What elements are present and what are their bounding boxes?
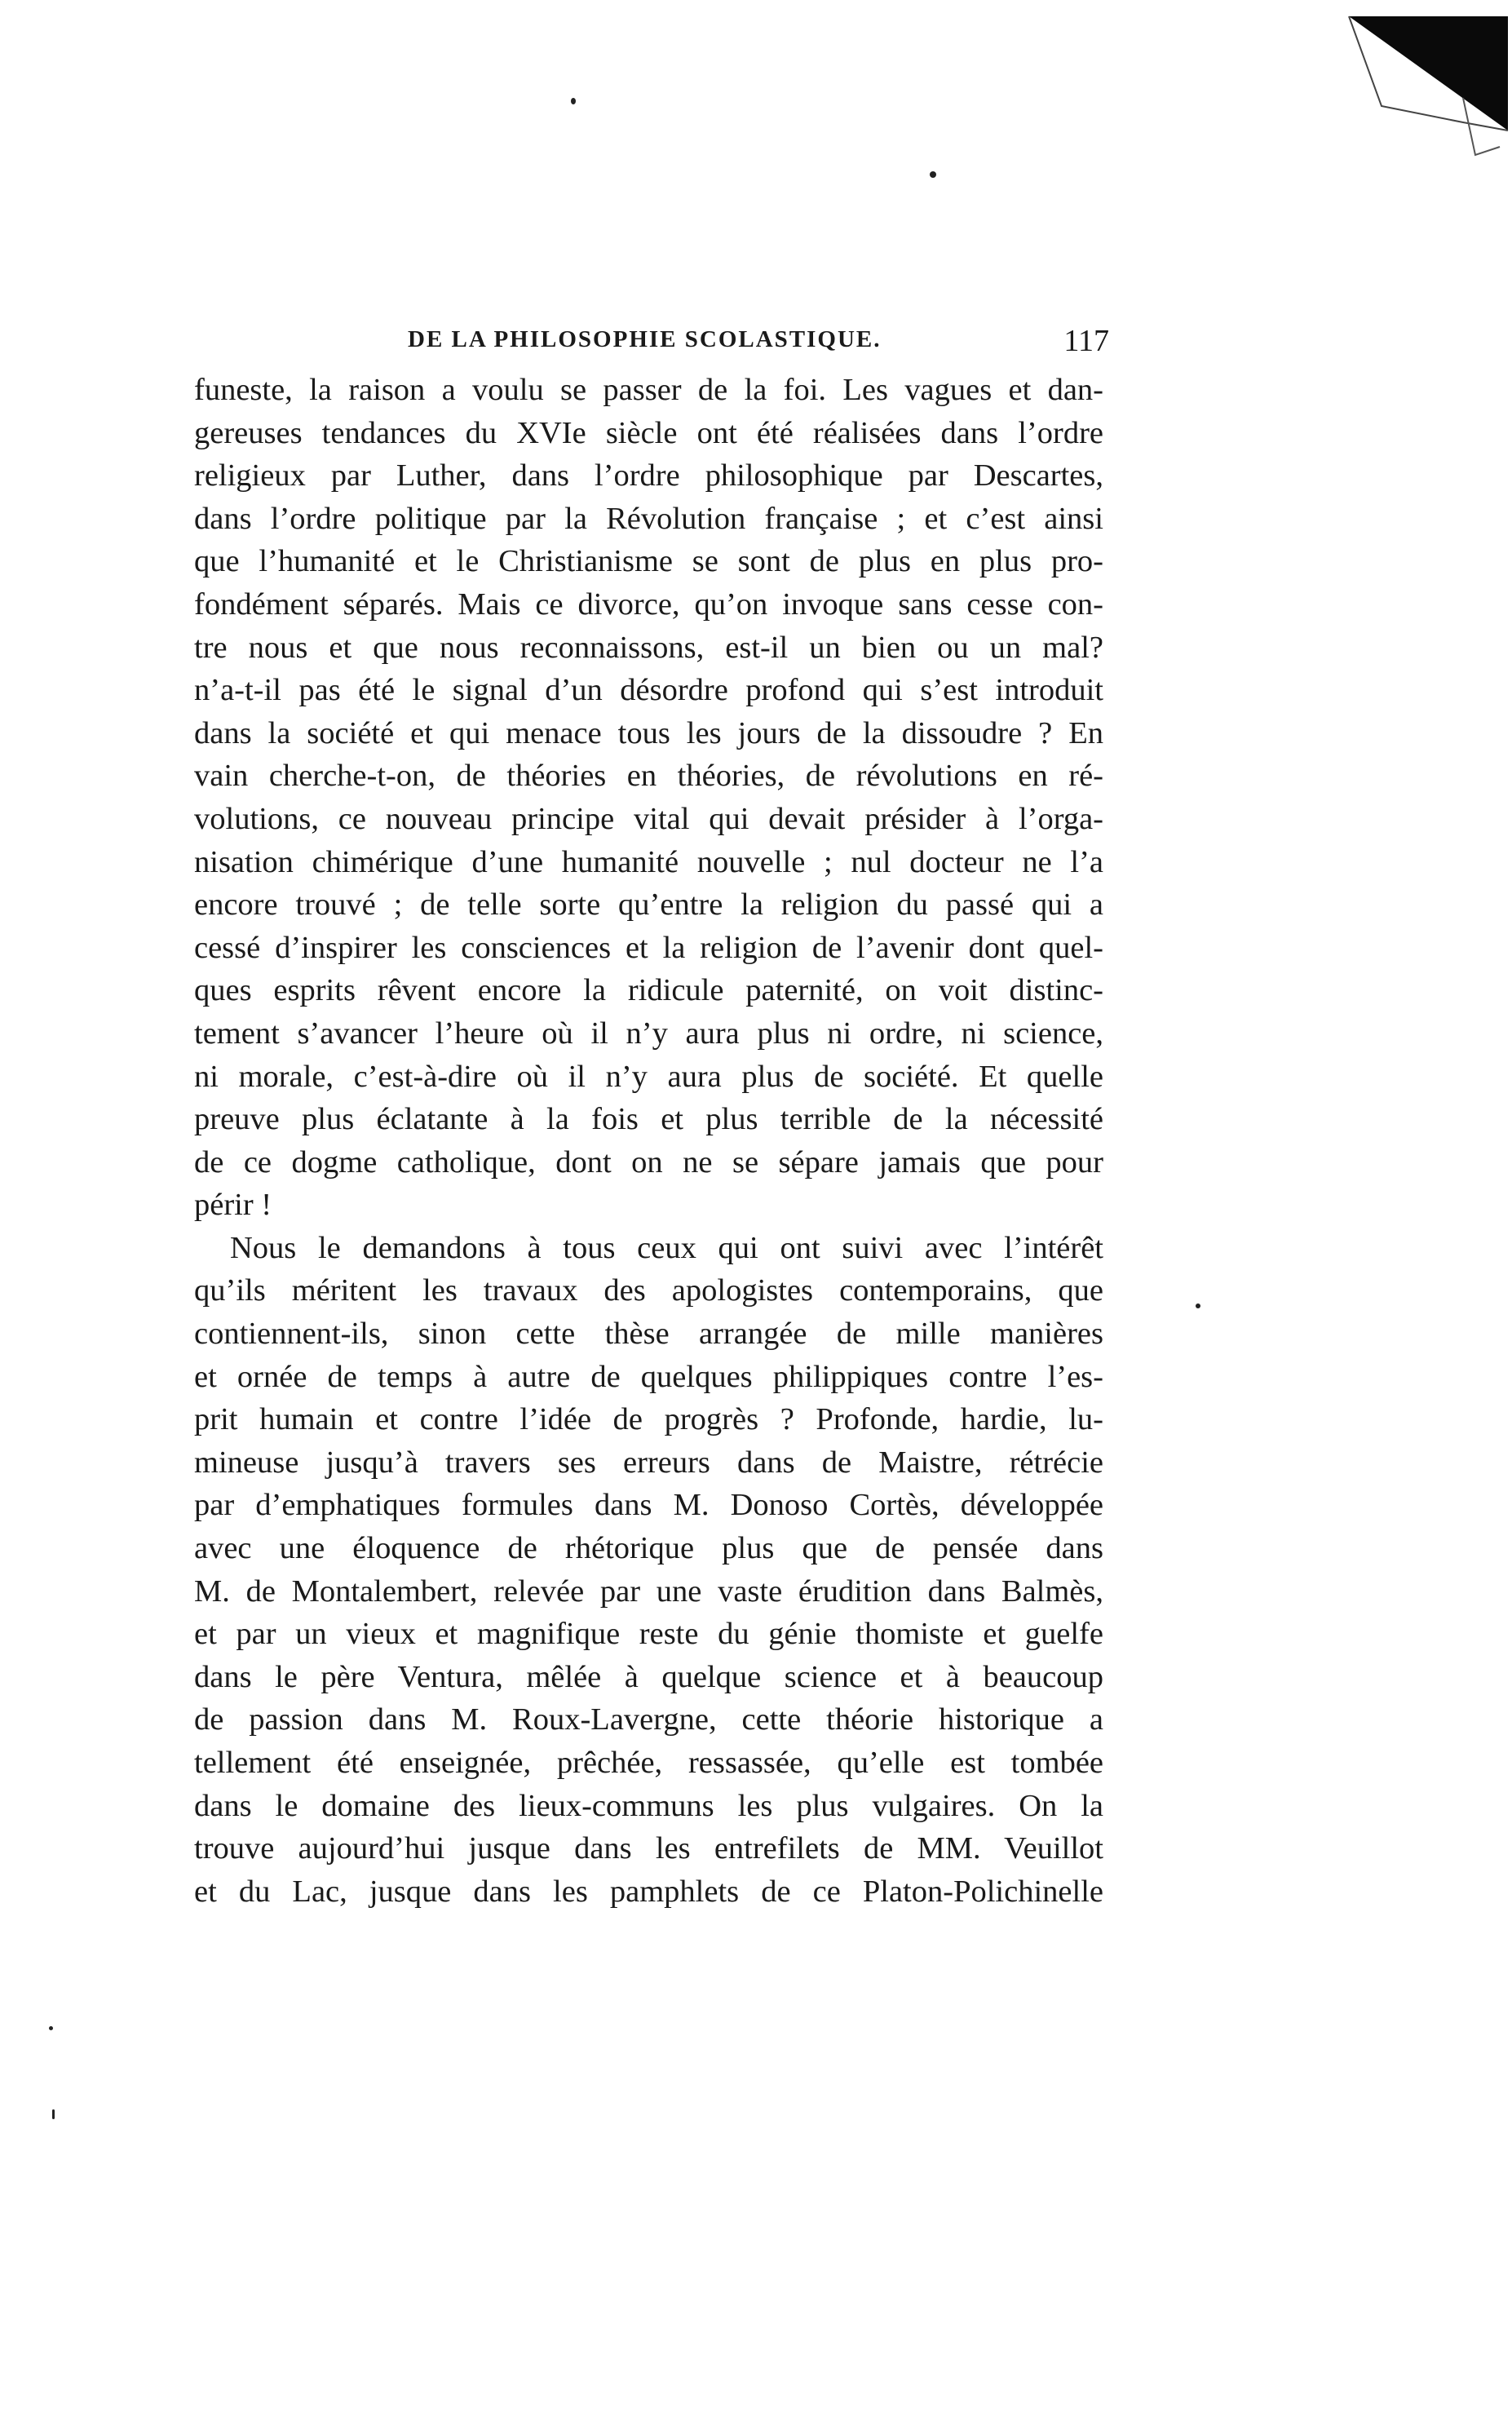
ink-speck xyxy=(571,98,576,104)
text-line: avec une éloquence de rhétorique plus que de pensée dans xyxy=(194,1531,1103,1566)
text-line: périr ! xyxy=(194,1188,272,1223)
text-line: qu’ils méritent les travaux des apologistes contemporains, que xyxy=(194,1273,1103,1308)
text-line: n’a-t-il pas été le signal d’un désordre profond qui s’est introduit xyxy=(194,673,1103,708)
running-title: DE LA PHILOSOPHIE SCOLASTIQUE. xyxy=(408,326,882,352)
text-line: gereuses tendances du XVIe siècle ont été réalisées dans l’ordre xyxy=(194,415,1103,450)
ink-speck xyxy=(49,2026,53,2030)
text-line: preuve plus éclatante à la fois et plus terrible de la nécessité xyxy=(194,1102,1103,1137)
text-line: de ce dogme catholique, dont on ne se sépare jamais que pour xyxy=(194,1144,1103,1180)
text-line: contiennent-ils, sinon cette thèse arrangée de mille manières xyxy=(194,1317,1103,1352)
ink-speck xyxy=(1196,1303,1200,1308)
text-line: religieux par Luther, dans l’ordre philosophique par Descartes, xyxy=(194,458,1103,493)
text-line: de passion dans M. Roux-Lavergne, cette théorie historique a xyxy=(194,1702,1103,1737)
text-line: et par un vieux et magnifique reste du génie thomiste et guelfe xyxy=(194,1617,1103,1652)
text-line: mineuse jusqu’à travers ses erreurs dans de Maistre, rétrécie xyxy=(194,1445,1103,1480)
text-line: fondément séparés. Mais ce divorce, qu’on invoque sans cesse con- xyxy=(194,586,1103,622)
ink-speck xyxy=(930,171,936,178)
text-line: dans le domaine des lieux-communs les plus vulgaires. On la xyxy=(194,1788,1103,1823)
text-line: trouve aujourd’hui jusque dans les entrefilets de MM. Veuillot xyxy=(194,1831,1103,1866)
text-line: que l’humanité et le Christianisme se sont de plus en plus pro- xyxy=(194,544,1103,579)
text-line: et ornée de temps à autre de quelques philippiques contre l’es- xyxy=(194,1359,1103,1394)
page-number: 117 xyxy=(1063,324,1109,358)
text-line: tement s’avancer l’heure où il n’y aura plus ni ordre, ni science, xyxy=(194,1016,1103,1051)
text-line: dans l’ordre politique par la Révolution française ; et c’est ainsi xyxy=(194,501,1103,536)
text-line: Nous le demandons à tous ceux qui ont suivi avec l’intérêt xyxy=(230,1230,1103,1265)
text-line: et du Lac, jusque dans les pamphlets de ce Platon-Polichinelle xyxy=(194,1874,1103,1909)
text-line: prit humain et contre l’idée de progrès ? Profonde, hardie, lu- xyxy=(194,1402,1103,1437)
text-line: ni morale, c’est-à-dire où il n’y aura plus de société. Et quelle xyxy=(194,1059,1103,1094)
text-line: par d’emphatiques formules dans M. Donoso Cortès, développée xyxy=(194,1488,1103,1523)
text-line: dans la société et qui menace tous les jours de la dissoudre ? En xyxy=(194,715,1103,750)
text-line: volutions, ce nouveau principe vital qui devait présider à l’orga- xyxy=(194,801,1103,836)
text-line: tre nous et que nous reconnaissons, est-il un bien ou un mal? xyxy=(194,630,1103,665)
running-head xyxy=(408,326,1109,367)
body-text xyxy=(194,369,1103,1913)
text-line: ques esprits rêvent encore la ridicule paternité, on voit distinc- xyxy=(194,973,1103,1008)
text-line: M. de Montalembert, relevée par une vaste érudition dans Balmès, xyxy=(194,1573,1103,1609)
text-line: tellement été enseignée, prêchée, ressassée, qu’elle est tombée xyxy=(194,1746,1103,1780)
text-line: dans le père Ventura, mêlée à quelque science et à beaucoup xyxy=(194,1659,1103,1694)
text-line: nisation chimérique d’une humanité nouvelle ; nul docteur ne l’a xyxy=(194,844,1103,879)
text-line: encore trouvé ; de telle sorte qu’entre la religion du passé qui a xyxy=(194,887,1103,923)
text-line: cessé d’inspirer les consciences et la religion de l’avenir dont quel- xyxy=(194,930,1103,965)
text-line: funeste, la raison a voulu se passer de la foi. Les vagues et dan- xyxy=(194,373,1103,407)
folded-corner-icon xyxy=(1333,0,1512,163)
text-line: vain cherche-t-on, de théories en théories, de révolutions en ré- xyxy=(194,759,1103,794)
ink-speck xyxy=(52,2109,55,2119)
